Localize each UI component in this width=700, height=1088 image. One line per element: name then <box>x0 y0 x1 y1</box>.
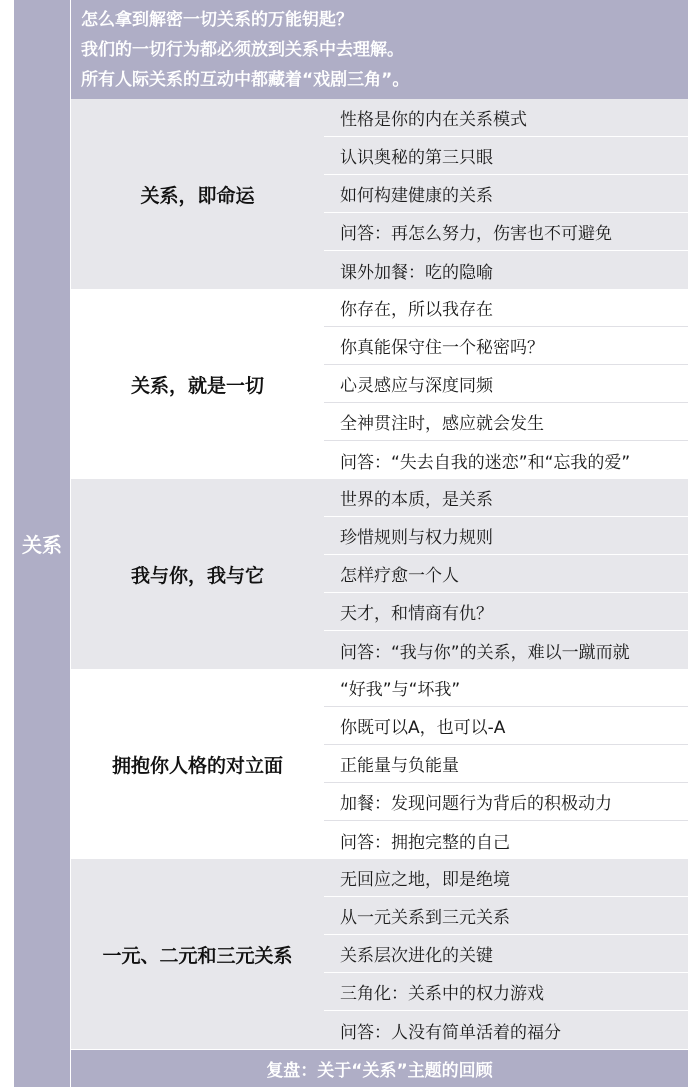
list-item: 你真能保守住一个秘密吗？ <box>324 327 688 365</box>
section-title: 关系，就是一切 <box>130 374 264 397</box>
list-item: 三角化：关系中的权力游戏 <box>324 973 688 1011</box>
list-item: 全神贯注时，感应就会发生 <box>324 403 688 441</box>
list-item: 心灵感应与深度同频 <box>324 365 688 403</box>
section-title: 一元、二元和三元关系 <box>102 944 293 967</box>
section-items <box>324 289 688 479</box>
review-footer: 复盘：关于“关系”主题的回顾 <box>71 1049 688 1087</box>
list-item: 问答：“失去自我的迷恋”和“忘我的爱” <box>340 452 631 473</box>
list-item: 无回应之地，即是绝境 <box>324 859 688 897</box>
list-item: 正能量与负能量 <box>324 745 688 783</box>
list-item: 认识奥秘的第三只眼 <box>324 137 688 175</box>
list-item: 问答：人没有简单活着的福分 <box>340 1022 561 1043</box>
intro-line: 怎么拿到解密一切关系的万能钥匙？ <box>81 10 353 30</box>
section-3 <box>71 479 688 669</box>
list-item: 加餐：发现问题行为背后的积极动力 <box>324 783 688 821</box>
intro-line: 所有人际关系的互动中都藏着“戏剧三角”。 <box>81 70 410 90</box>
list-item: 你存在，所以我存在 <box>324 289 688 327</box>
list-item: 天才，和情商有仇？ <box>324 593 688 631</box>
section-title: 我与你，我与它 <box>130 564 264 587</box>
section-2 <box>71 289 688 479</box>
outline-table <box>14 0 688 1086</box>
section-items <box>324 479 688 669</box>
section-5 <box>71 859 688 1049</box>
section-title: 拥抱你人格的对立面 <box>111 754 283 777</box>
list-item: 如何构建健康的关系 <box>324 175 688 213</box>
section-items <box>324 99 688 289</box>
list-item: 怎样疗愈一个人 <box>324 555 688 593</box>
list-item: 性格是你的内在关系模式 <box>324 99 688 137</box>
section-title: 关系，即命运 <box>140 184 255 207</box>
list-item: 问答：再怎么努力，伤害也不可避免 <box>324 213 688 251</box>
section-4 <box>71 669 688 859</box>
list-item: 关系层次进化的关键 <box>324 935 688 973</box>
section-items <box>324 669 688 859</box>
list-item: 问答：拥抱完整的自己 <box>340 832 510 853</box>
side-label: 关系 <box>14 0 71 1087</box>
list-item: 课外加餐：吃的隐喻 <box>340 262 493 283</box>
list-item: 你既可以A，也可以-A <box>324 707 688 745</box>
list-item: “好我”与“坏我” <box>324 669 688 707</box>
outline-main <box>71 0 688 1087</box>
intro-block <box>71 0 688 99</box>
section-1 <box>71 99 688 289</box>
intro-line: 我们的一切行为都必须放到关系中去理解。 <box>81 40 404 60</box>
list-item: 珍惜规则与权力规则 <box>324 517 688 555</box>
list-item: 世界的本质，是关系 <box>324 479 688 517</box>
list-item: 问答：“我与你”的关系，难以一蹴而就 <box>340 642 630 663</box>
section-items <box>324 859 688 1049</box>
list-item: 从一元关系到三元关系 <box>324 897 688 935</box>
